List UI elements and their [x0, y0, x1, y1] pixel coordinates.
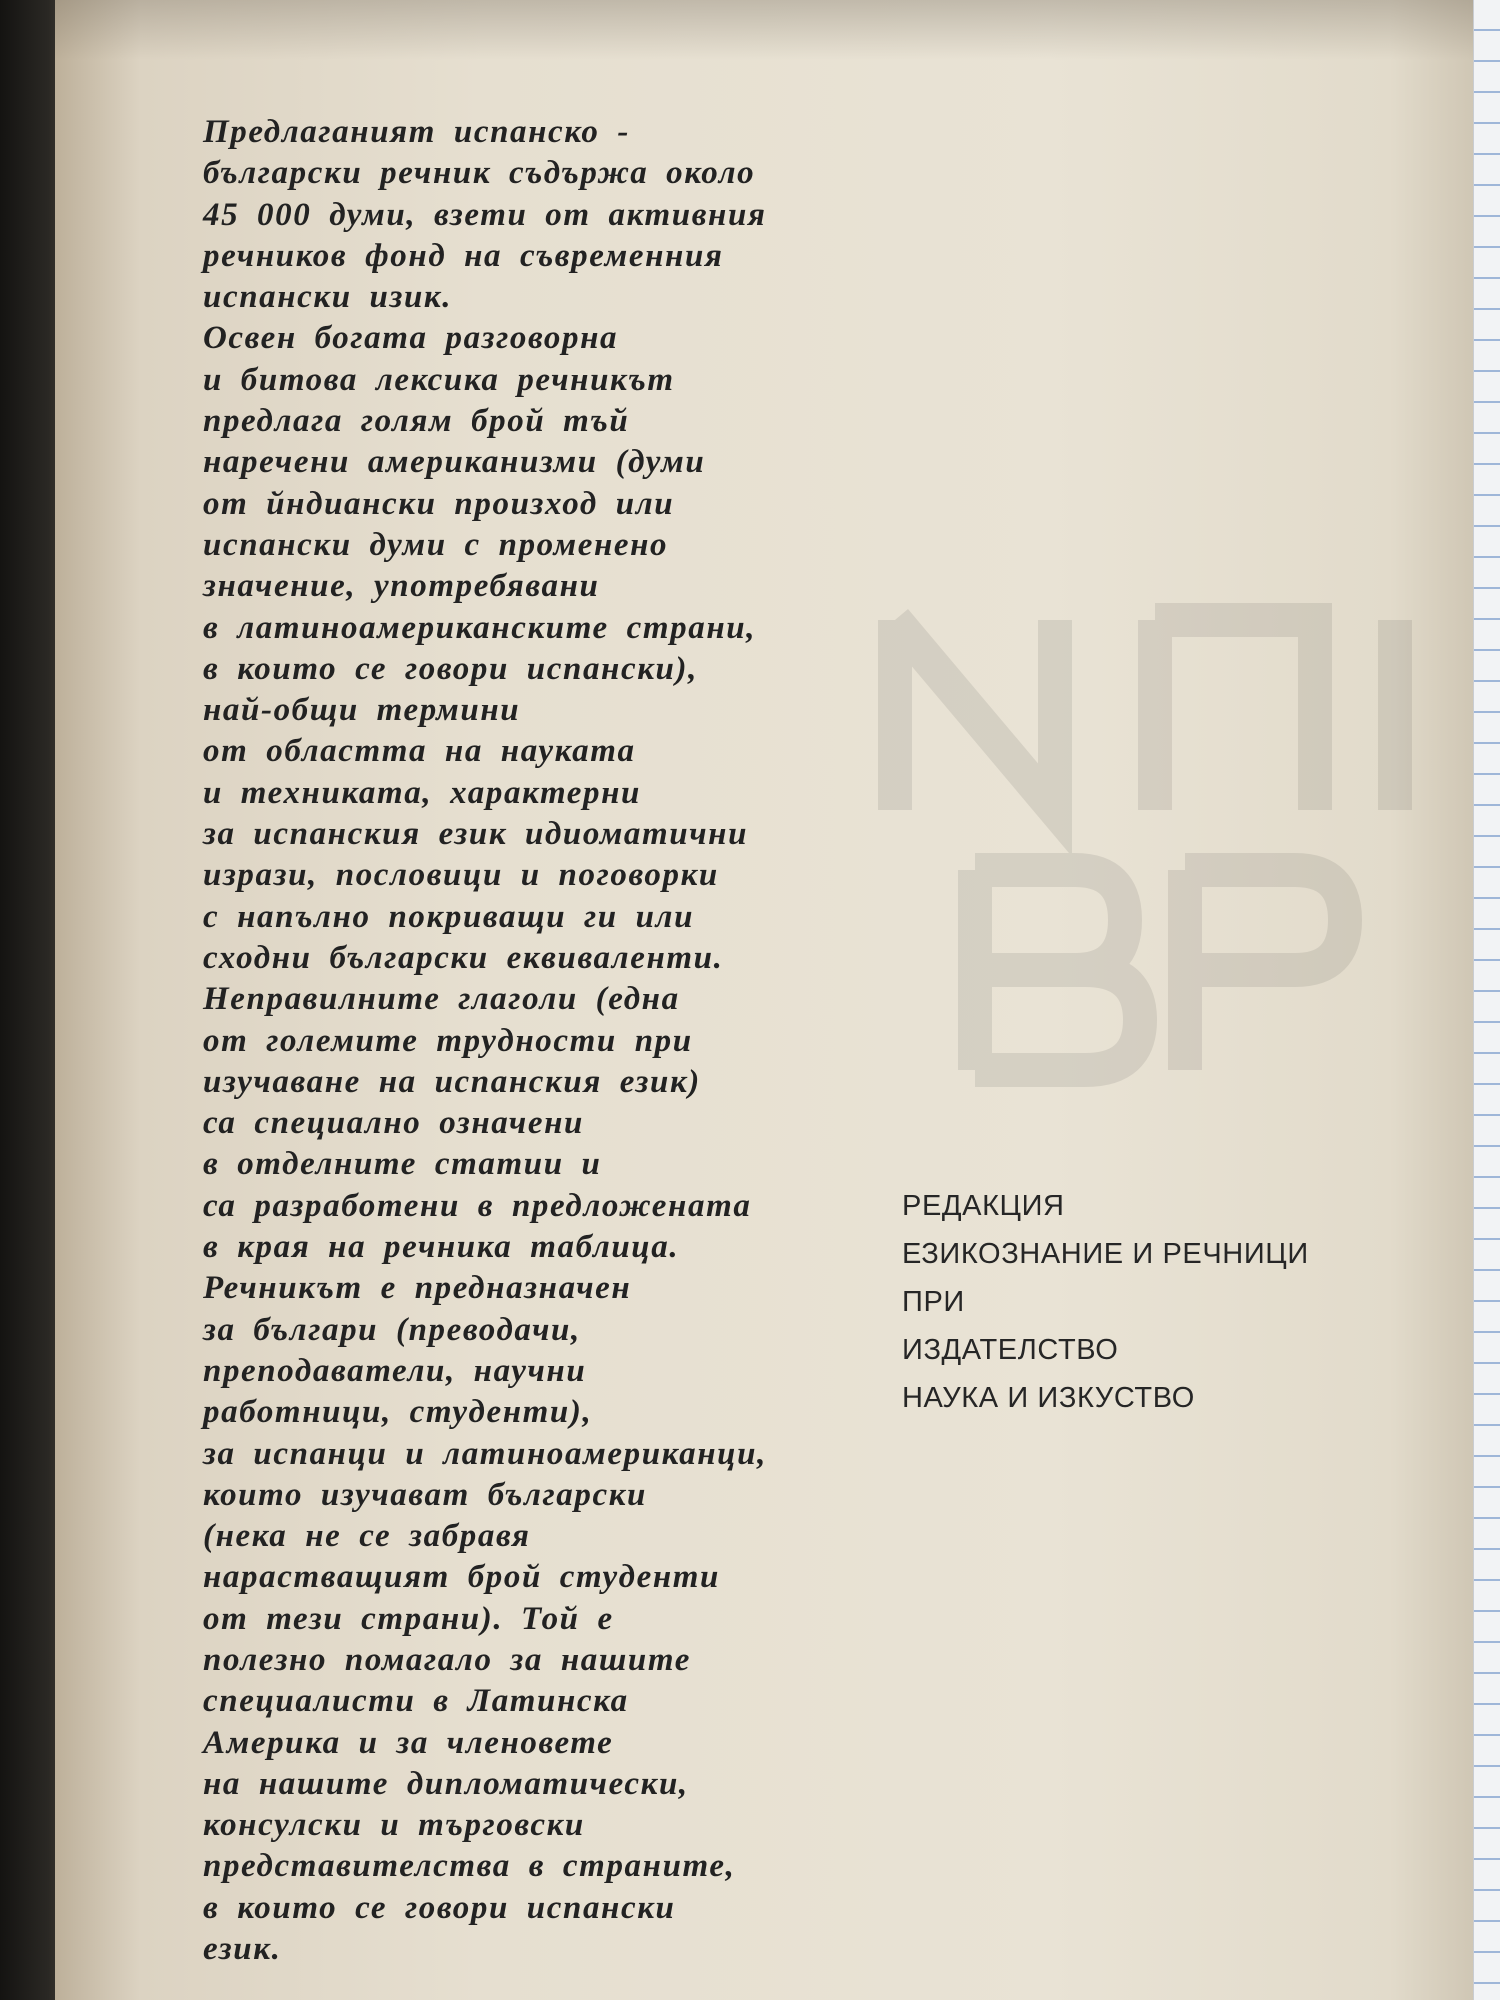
- blurb-line: изрази, пословици и поговорки: [203, 857, 719, 894]
- blurb-line: от големите трудности при: [203, 1022, 693, 1059]
- blurb-line: от тези страни). Той е: [203, 1600, 614, 1637]
- blurb-line: полезно помагало за нашите: [203, 1641, 691, 1678]
- blurb-line: испански думи с променено: [203, 526, 669, 563]
- blurb-line: най-общи термини: [203, 692, 521, 729]
- blurb-line: в отделните статии и: [203, 1146, 602, 1183]
- blurb-line: Предлаганият испанско -: [203, 114, 630, 150]
- show-through-print: [855, 560, 1475, 1120]
- publisher-imprint: [902, 1182, 1309, 1422]
- blurb-line: консулски и търговски: [203, 1807, 585, 1844]
- blurb-line: предлага голям брой тъй: [203, 403, 630, 440]
- blurb-line: испански изик.: [203, 279, 453, 316]
- blurb-line: в които се говори испански: [203, 1889, 676, 1926]
- blurb-line: български речник съдържа около: [203, 155, 756, 192]
- blurb-line: специалисти в Латинска: [203, 1683, 629, 1720]
- blurb-line: за испанци и латиноамериканци,: [203, 1435, 767, 1472]
- notebook-edge: [1473, 0, 1500, 2000]
- blurb-line: значение, употребявани: [203, 568, 600, 605]
- blurb-line: работници, студенти),: [203, 1394, 593, 1431]
- blurb-line: за испанския език идиоматични: [203, 816, 749, 853]
- imprint-line: НАУКА И ИЗКУСТВО: [902, 1382, 1195, 1414]
- blurb-line: в които се говори испански),: [203, 650, 698, 687]
- blurb-line: които изучават български: [203, 1476, 647, 1513]
- back-cover-blurb: [203, 112, 873, 1970]
- blurb-line: речников фонд на съвременния: [203, 237, 724, 274]
- blurb-line: и техниката, характерни: [203, 774, 642, 811]
- blurb-line: в края на речника таблица.: [203, 1229, 680, 1266]
- blurb-line: Америка и за членовете: [203, 1724, 614, 1761]
- blurb-line: на нашите дипломатически,: [203, 1765, 689, 1802]
- imprint-line: ИЗДАТЕЛСТВО: [902, 1334, 1119, 1366]
- blurb-line: Освен богата разговорна: [203, 320, 619, 357]
- blurb-line: от областта на науката: [203, 733, 636, 770]
- blurb-line: от йндиански произход или: [203, 485, 675, 522]
- blurb-line: и битова лексика речникът: [203, 361, 675, 398]
- blurb-line: нарастващият брой студенти: [203, 1559, 720, 1596]
- blurb-line: наречени американизми (думи: [203, 444, 706, 481]
- blurb-line: изучаване на испанския език): [203, 1063, 701, 1100]
- blurb-line: 45 000 думи, взети от активния: [203, 196, 767, 233]
- blurb-line: език.: [203, 1931, 282, 1968]
- imprint-line: ПРИ: [902, 1286, 965, 1318]
- blurb-line: сходни български еквиваленти.: [203, 939, 724, 976]
- blurb-line: представителства в страните,: [203, 1848, 736, 1885]
- blurb-line: с напълно покриващи ги или: [203, 898, 695, 935]
- blurb-line: за българи (преводачи,: [203, 1311, 581, 1348]
- imprint-line: ЕЗИКОЗНАНИЕ И РЕЧНИЦИ: [902, 1238, 1309, 1270]
- blurb-line: са разработени в предложената: [203, 1187, 752, 1224]
- blurb-line: преподаватели, научни: [203, 1352, 587, 1389]
- blurb-line: Неправилните глаголи (една: [203, 981, 680, 1018]
- blurb-line: в латиноамериканските страни,: [203, 609, 757, 646]
- blurb-line: (нека не се забравя: [203, 1518, 531, 1555]
- imprint-line: РЕДАКЦИЯ: [902, 1190, 1065, 1222]
- book-page: [55, 0, 1475, 2000]
- blurb-line: Речникът е предназначен: [203, 1270, 632, 1307]
- blurb-line: са специално означени: [203, 1105, 584, 1142]
